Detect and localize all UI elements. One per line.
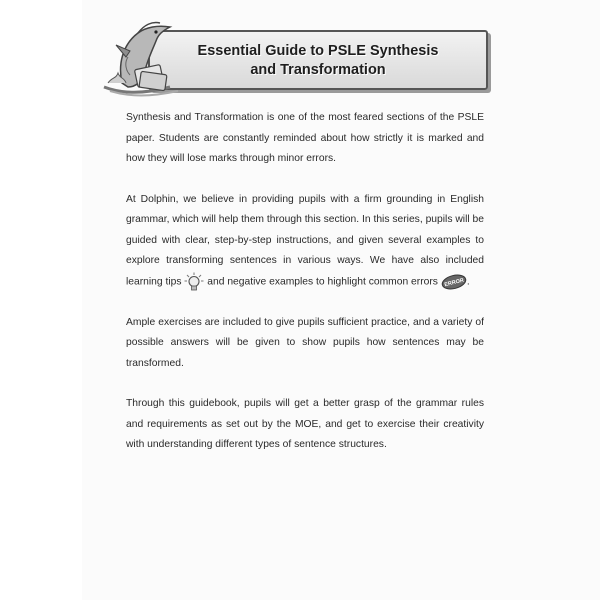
dolphin-logo-icon xyxy=(100,17,188,99)
title-banner xyxy=(148,30,488,90)
error-badge-text: ERROR xyxy=(443,277,465,288)
page-title xyxy=(150,42,486,80)
lightbulb-tip-icon xyxy=(184,272,204,292)
error-badge-icon xyxy=(441,274,467,290)
title-line-1: Essential Guide to PSLE Synthesis xyxy=(197,43,439,59)
paragraph-2-mid: and negative examples to highlight common errors xyxy=(207,276,438,288)
paragraph-4: Through this guidebook, pupils will get a better grasp of the grammar rules and requirements as set out by the MOE, and get to exercise their creativity with understanding different types of sentence structures. xyxy=(126,398,484,451)
page-header xyxy=(100,17,490,97)
paragraph-2-end: . xyxy=(466,276,470,288)
title-line-2: and Transformation xyxy=(250,62,386,78)
paragraph-1: Synthesis and Transformation is one of the most feared sections of the PSLE paper. Students are constantly reminded about how strictly it is marked and how they will lose marks through minor errors. xyxy=(126,112,484,164)
body-text xyxy=(126,108,484,476)
paragraph-3: Ample exercises are included to give pupils sufficient practice, and a variety of possible answers will be given to show pupils how sentences may be transformed. xyxy=(126,316,484,369)
paragraph-2 xyxy=(126,190,484,293)
paragraph-2-main: At Dolphin, we believe in providing pupils with a firm grounding in English grammar, which will help them through this section. In this series, pupils will be guided with clear, step-by-step instructions, and given several examples to explore transforming sentences in various ways. We have also included learning tips xyxy=(126,193,484,288)
